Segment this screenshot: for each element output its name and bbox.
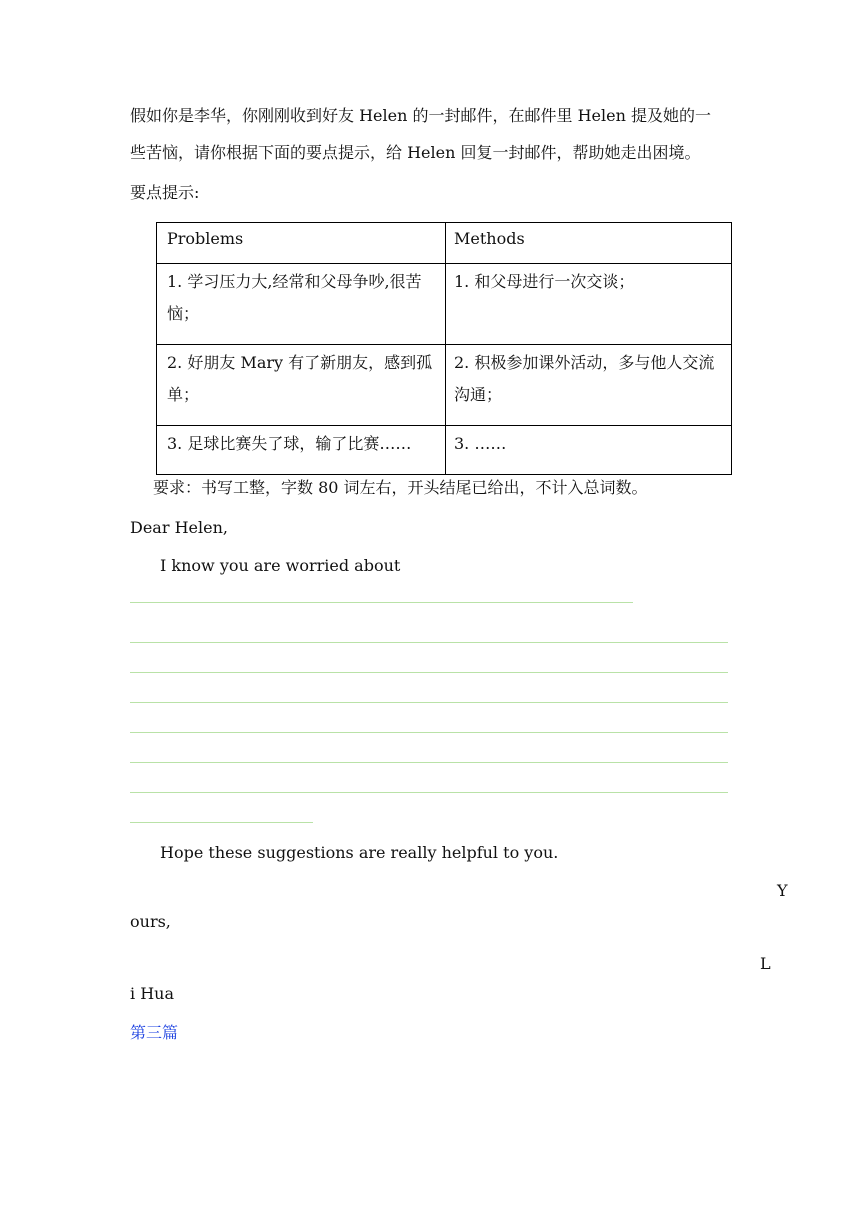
method-text: 2. 积极参加课外活动，多与他人交流 — [454, 353, 715, 372]
header-problems: Problems — [157, 223, 446, 264]
prompt-line-1: 假如你是李华，你刚刚收到好友 Helen 的一封邮件，在邮件里 Helen 提及她的一 — [130, 106, 711, 125]
method-cell — [446, 345, 732, 426]
problem-text: 恼； — [167, 304, 200, 323]
problem-cell — [157, 426, 446, 475]
letter-greeting: Dear Helen, — [130, 518, 228, 537]
writing-line[interactable] — [130, 602, 633, 603]
letter-opening: I know you are worried about — [160, 556, 401, 575]
table-row — [157, 264, 732, 345]
table-header-row — [157, 223, 732, 264]
writing-line[interactable] — [130, 762, 728, 763]
hint-label: 要点提示: — [130, 183, 200, 202]
signature-first-letter: L — [760, 954, 771, 973]
writing-line[interactable] — [130, 642, 728, 643]
writing-line[interactable] — [130, 822, 313, 823]
table-row — [157, 426, 732, 475]
letter-closing-line: Hope these suggestions are really helpful to you. — [160, 843, 559, 862]
problem-text: 单； — [167, 385, 200, 404]
signature-rest: i Hua — [130, 984, 174, 1003]
method-text: 沟通； — [454, 385, 503, 404]
problem-cell — [157, 345, 446, 426]
problem-cell — [157, 264, 446, 345]
problems-methods-table — [156, 222, 732, 475]
method-text: 1. 和父母进行一次交谈； — [454, 272, 635, 291]
method-text: 3. …… — [454, 434, 507, 453]
writing-line[interactable] — [130, 792, 728, 793]
problem-text: 3. 足球比赛失了球，输了比赛…… — [167, 434, 412, 453]
header-methods: Methods — [446, 223, 732, 264]
sign-off-first-letter: Y — [777, 881, 788, 900]
writing-line[interactable] — [130, 702, 728, 703]
prompt-line-2: 些苦恼，请你根据下面的要点提示，给 Helen 回复一封邮件，帮助她走出困境。 — [130, 143, 701, 162]
sign-off-rest: ours, — [130, 912, 171, 931]
problem-text: 1. 学习压力大,经常和父母争吵,很苦 — [167, 272, 422, 291]
problem-text: 2. 好朋友 Mary 有了新朋友，感到孤 — [167, 353, 433, 372]
method-cell — [446, 264, 732, 345]
writing-line[interactable] — [130, 732, 728, 733]
method-cell — [446, 426, 732, 475]
section-link[interactable]: 第三篇 — [130, 1023, 179, 1042]
table-row — [157, 345, 732, 426]
requirement-text: 要求：书写工整，字数 80 词左右，开头结尾已给出，不计入总词数。 — [153, 478, 648, 497]
writing-line[interactable] — [130, 672, 728, 673]
